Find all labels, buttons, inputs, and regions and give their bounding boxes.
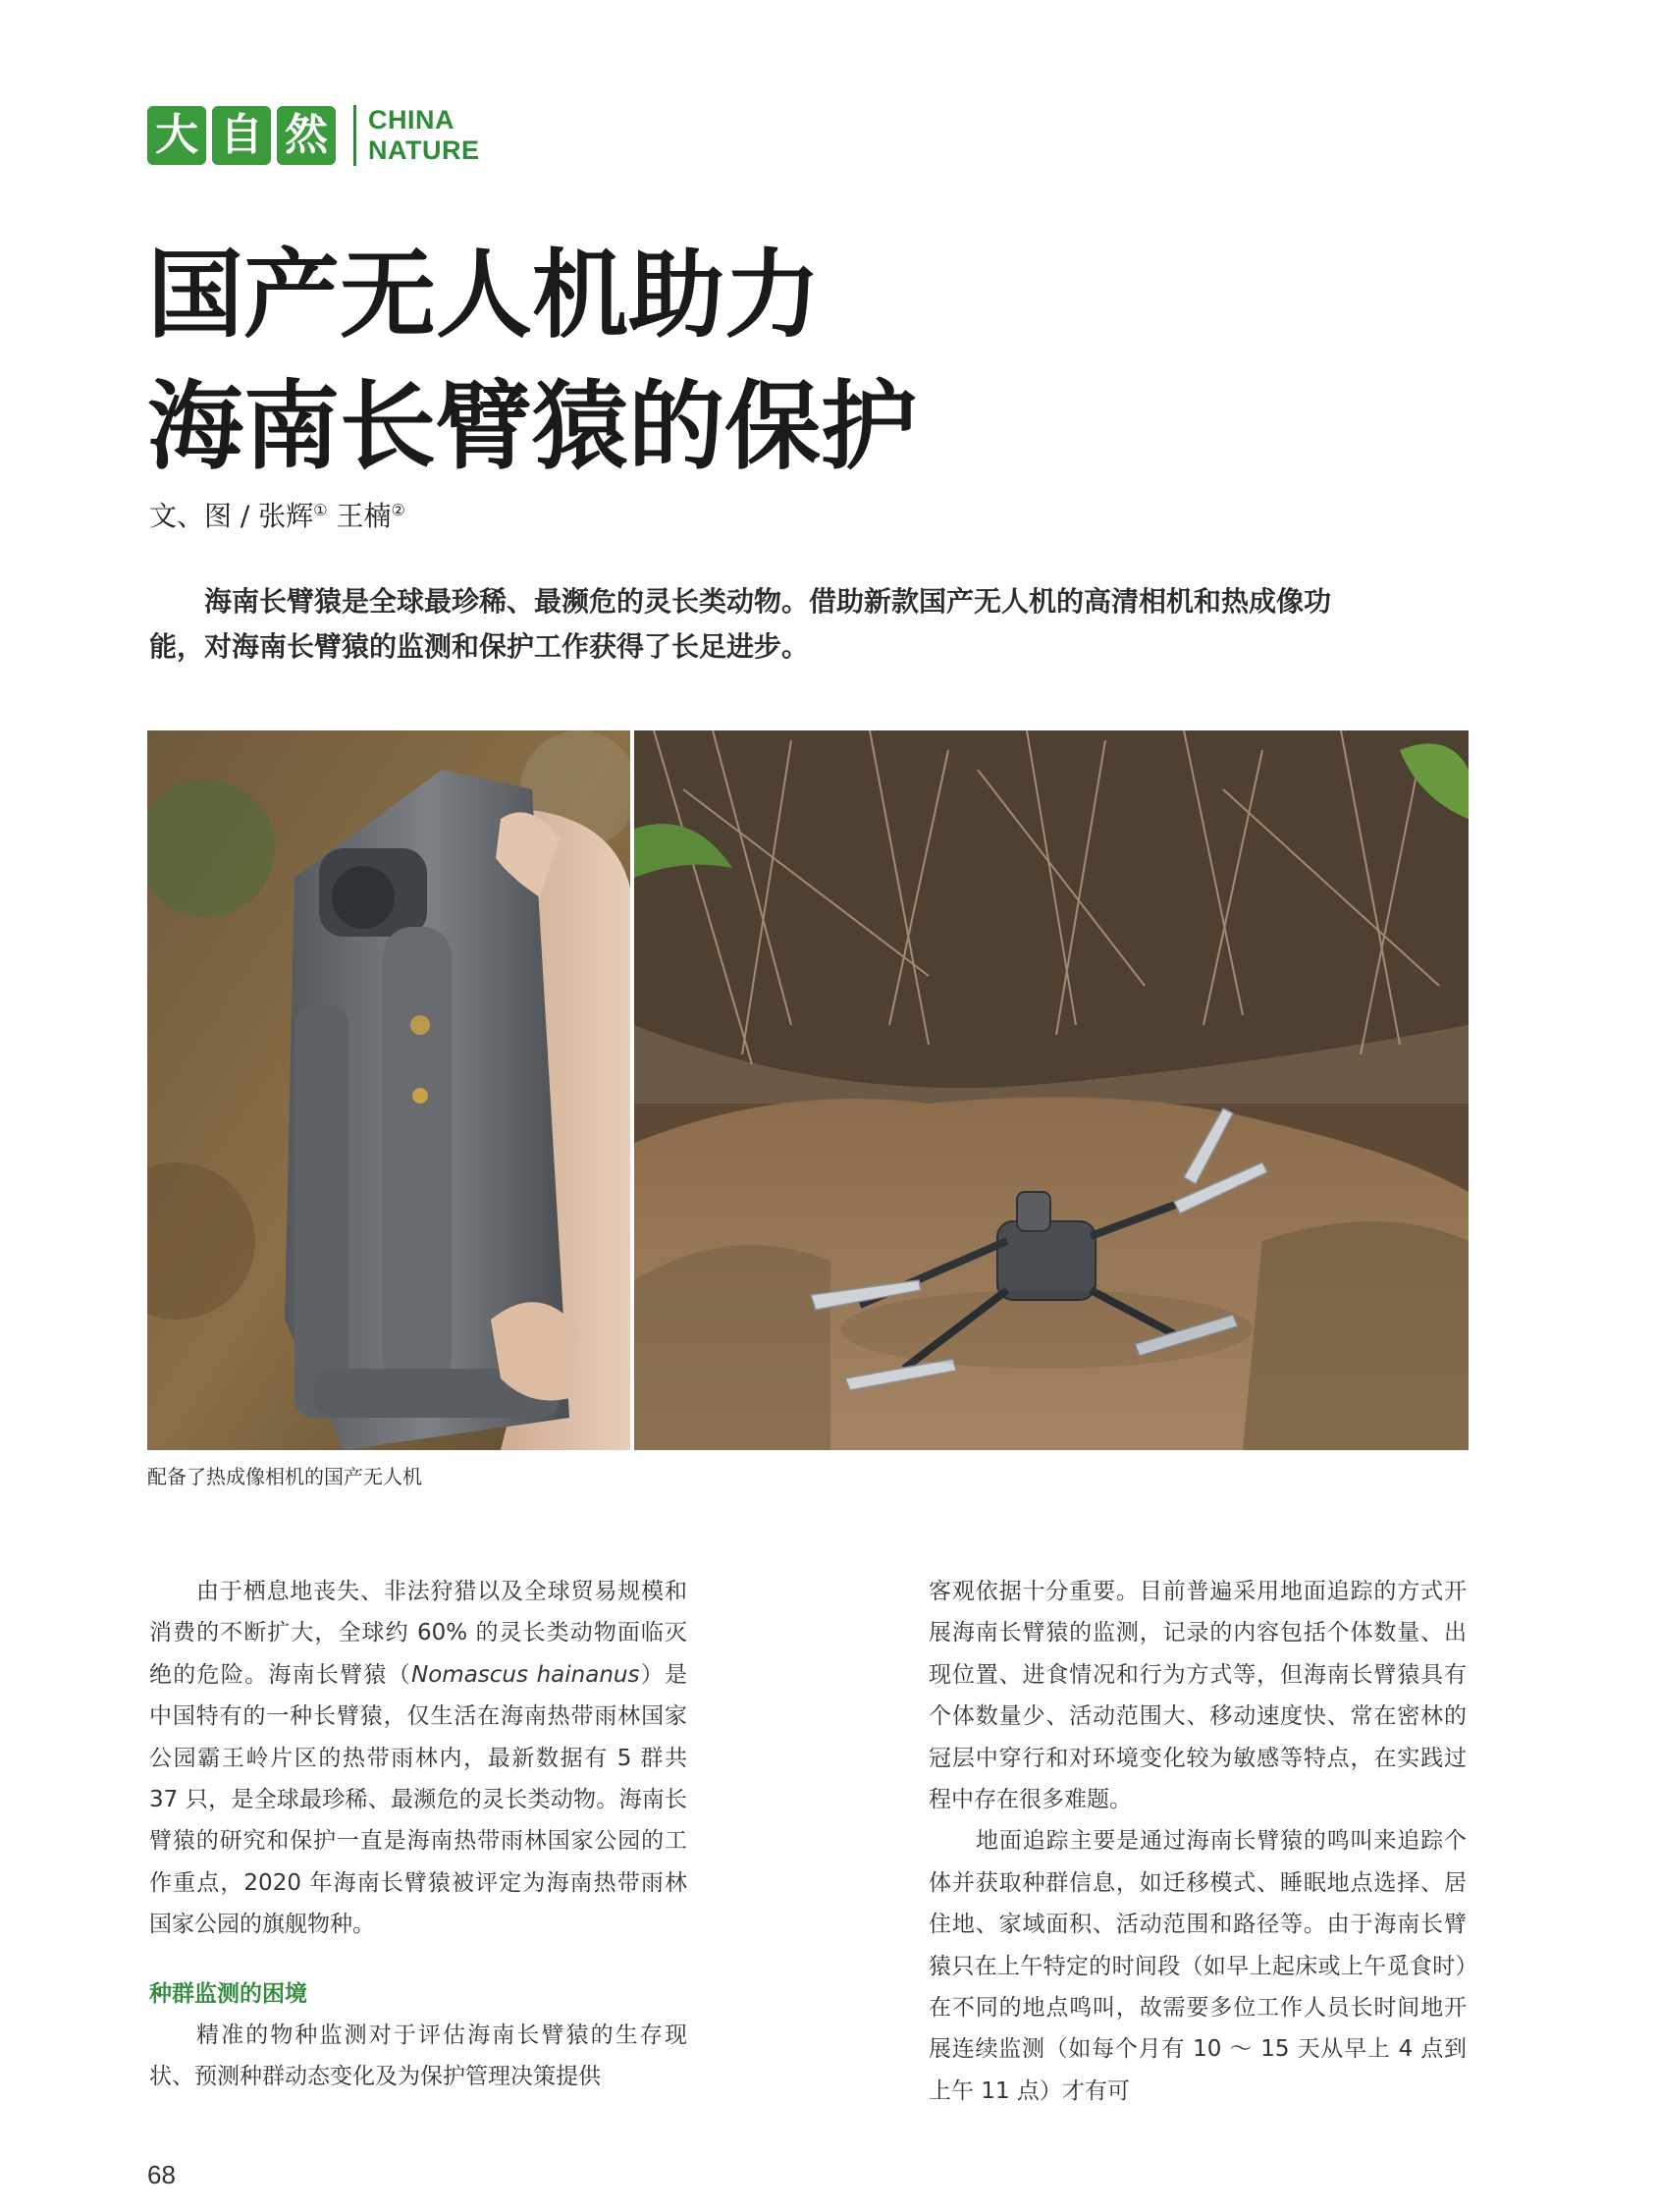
lead-paragraph: 海南长臂猿是全球最珍稀、最濒危的灵长类动物。借助新款国产无人机的高清相机和热成像功能，对海南长臂猿的监测和保护工作获得了长足进步。: [149, 585, 1332, 663]
left-p1-part1: 由于栖息地丧失、非法狩猎以及全球贸易规模和消费的不断扩大，全球约 60% 的灵长类动物面临灭绝的危险。海南长臂猿（: [149, 1579, 687, 1688]
article-title-line1: 国产无人机助力: [147, 240, 822, 351]
left-p1-part2: ）是中国特有的一种长臂猿，仅生活在海南热带雨林国家公园霸王岭片区的热带雨林内，最新数据有 5 群共 37 只，是全球最珍稀、最濒危的灵长类动物。海南长臂猿的研究和保护一直是海南热带雨林国家公园的工作重点，2020 年海南长臂猿被评定为海南热带雨林国家公园的旗舰物种。: [149, 1661, 688, 1938]
left-paragraph-1: [149, 1571, 687, 1946]
byline-prefix: 文、图 /: [149, 500, 259, 532]
logo-divider: [353, 105, 356, 166]
folded-drone-illustration: [147, 730, 630, 1450]
body-column-left: [149, 1571, 687, 2098]
byline-mark1: ①: [313, 501, 328, 519]
photo-drone-on-ground: [634, 730, 1469, 1450]
right-paragraph-2: 地面追踪主要是通过海南长臂猿的鸣叫来追踪个体并获取种群信息，如迁移模式、睡眠地点选择、居住地、家域面积、活动范围和路径等。由于海南长臂猿只在上午特定的时间段（如早上起床或上午觅食时）在不同的地点鸣叫，故需要多位工作人员长时间地开展连续监测（如每个月有 10 ～ 15 天从早上 4 点到上午 11 点）才有可: [929, 1828, 1467, 2104]
byline-mark2: ②: [391, 501, 405, 519]
drone-on-ground-illustration: [634, 730, 1469, 1450]
species-latin-name: Nomascus hainanus: [411, 1661, 640, 1688]
byline-author1: 张辉: [258, 500, 314, 532]
magazine-logo: [147, 102, 480, 169]
page-number: 68: [147, 2160, 176, 2189]
right-paragraph-1: 客观依据十分重要。目前普遍采用地面追踪的方式开展海南长臂猿的监测，记录的内容包括个体数量、出现位置、进食情况和行为方式等，但海南长臂猿具有个体数量少、活动范围大、移动速度快、常在密林的冠层中穿行和对环境变化较为敏感等特点，在实践过程中存在很多难题。: [929, 1579, 1467, 1813]
logo-tile-3: 然: [277, 106, 336, 165]
left-paragraph-2: 精准的物种监测对于评估海南长臂猿的生存现状、预测种群动态变化及为保护管理决策提供: [149, 2023, 687, 2090]
byline: [149, 493, 405, 534]
section-heading: 种群监测的困境: [149, 1980, 307, 2007]
photo-caption: 配备了热成像相机的国产无人机: [147, 1465, 422, 1488]
body-column-right: [929, 1571, 1467, 2112]
logo-english-text: [368, 105, 480, 166]
logo-tile-2: 自: [212, 106, 271, 165]
logo-en-line1: CHINA: [368, 105, 455, 135]
article-title-line2: 海南长臂猿的保护: [147, 371, 918, 483]
logo-en-line2: NATURE: [368, 135, 480, 165]
photo-folded-drone: [147, 730, 630, 1450]
logo-tile-1: 大: [147, 106, 206, 165]
byline-author2: 王楠: [336, 500, 392, 532]
